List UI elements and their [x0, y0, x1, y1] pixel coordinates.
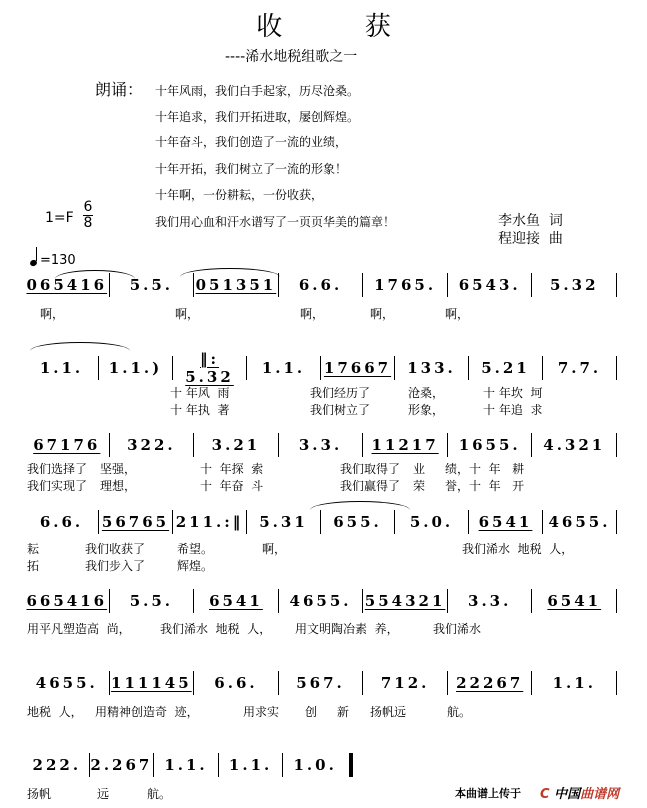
measure: 56765 — [101, 513, 170, 531]
lyric: 希望。 — [177, 542, 214, 556]
measure: 6541 — [209, 592, 263, 610]
lyric: 坚强， — [100, 462, 137, 476]
measure: 322. — [127, 436, 176, 454]
lyric: 扬帆 — [27, 787, 52, 801]
lyric: 新 — [337, 705, 350, 719]
lyric: 用求实 — [243, 705, 280, 719]
measure: 1.1. — [552, 674, 596, 692]
lyric: 扬帆远 — [370, 705, 407, 719]
measure: 6.6. — [214, 674, 258, 692]
lyric: 形象， — [408, 403, 445, 417]
lyric: 地税 人， — [27, 705, 83, 719]
staff-line — [25, 273, 617, 297]
lyric: 啊， — [445, 307, 470, 321]
staff-line — [25, 510, 617, 534]
lyric: 远 — [97, 787, 110, 801]
composer-credit: 程迎接 曲 — [498, 231, 563, 247]
measure: 1.1. — [261, 359, 306, 377]
measure: 5.31 — [259, 513, 308, 531]
song-title: 收 获 — [256, 12, 413, 42]
measure: 4655. — [35, 674, 98, 692]
lyric: 我们步入了 — [85, 559, 146, 573]
lyric: 我们实现了 — [27, 479, 88, 493]
staff-line — [25, 753, 355, 777]
measure: 6.6. — [39, 513, 84, 531]
recitation-line: 我们用心血和汗水谱写了一页页华美的篇章！ — [155, 215, 396, 229]
measure: 11217 — [371, 436, 439, 454]
lyric: 我们浠水 — [433, 622, 482, 636]
lyric: 我们赢得了 — [340, 479, 401, 493]
measure: 1765. — [374, 276, 437, 294]
recitation-line: 十年追求，我们开拓进取，屡创辉煌。 — [155, 110, 360, 124]
lyric: 我们选择了 — [27, 462, 88, 476]
bar-line — [616, 433, 617, 457]
recitation-label: 朗诵： — [95, 80, 144, 99]
measure: 5.32 — [549, 276, 599, 294]
lyric: 十 年探 索 — [200, 462, 264, 476]
measure: 712. — [380, 674, 430, 692]
measure: 6543. — [458, 276, 521, 294]
measure: 1655. — [458, 436, 521, 454]
recitation-line: 十年奋斗，我们创造了一流的业绩， — [155, 135, 348, 149]
measure: 051351 — [195, 276, 277, 294]
lyric: 航。 — [147, 787, 172, 801]
lyric: 拓 — [27, 559, 40, 573]
bar-line — [616, 671, 617, 695]
measure: 222. — [32, 756, 82, 774]
bar-line — [616, 273, 617, 297]
measure: 3.21 — [211, 436, 261, 454]
time-top: 6 — [83, 199, 93, 215]
lyric: 十 年执 著 — [170, 403, 230, 417]
lyric: 十 年坎 坷 — [483, 386, 543, 400]
measure: 3.3. — [298, 436, 343, 454]
measure: 6541 — [478, 513, 533, 531]
lyric: 啊， — [300, 307, 325, 321]
lyric: 耘 — [27, 542, 40, 556]
lyric: 用平凡塑造高 尚， — [27, 622, 131, 636]
subtitle: ----浠水地税组歌之一 — [225, 49, 358, 65]
measure: 3.3. — [468, 592, 512, 610]
lyric: 十 年风 雨 — [170, 386, 230, 400]
measure: 1.1. — [39, 359, 84, 377]
upload-note: 本曲谱上传于 — [455, 787, 521, 800]
staff-line — [25, 433, 617, 457]
measure: 22267 — [456, 674, 524, 692]
lyric: 十 年追 求 — [483, 403, 543, 417]
lyric: 我们经历了 — [310, 386, 371, 400]
lyric: 用精神创造奇 迹， — [95, 705, 199, 719]
measure: 17667 — [323, 359, 392, 377]
measure: 655. — [333, 513, 382, 531]
lyric: 辉煌。 — [177, 559, 214, 573]
staff-line — [25, 671, 617, 695]
tempo-marking — [30, 250, 76, 268]
lyric: 创 — [305, 705, 318, 719]
measure: 065416 — [26, 276, 108, 294]
measure: 1.0. — [293, 756, 337, 774]
measure: 5.0. — [409, 513, 454, 531]
measure: 665416 — [26, 592, 108, 610]
lyric: 誉，十 年 开 — [445, 479, 525, 493]
lyric: 航。 — [447, 705, 472, 719]
lyric: 我们浠水 地税 人， — [462, 542, 574, 556]
measure: 567. — [296, 674, 345, 692]
bar-line — [616, 510, 617, 534]
measure: 4655. — [548, 513, 611, 531]
lyric: 荣 — [413, 479, 426, 493]
measure: 4.321 — [543, 436, 606, 454]
lyric: 沧桑， — [408, 386, 445, 400]
measure: 2.267 — [90, 756, 153, 774]
measure: 554321 — [364, 592, 446, 610]
recitation-line: 十年开拓，我们树立了一流的形象！ — [155, 162, 348, 176]
bar-line — [616, 356, 617, 380]
lyric: 我们树立了 — [310, 403, 371, 417]
time-signature — [83, 200, 93, 231]
measure: 111145 — [111, 674, 192, 692]
lyric: 我们取得了 — [340, 462, 401, 476]
lyric: 啊， — [262, 542, 287, 556]
measure: 1.1. — [164, 756, 208, 774]
measure: 5.5. — [129, 592, 174, 610]
staff-line — [25, 589, 617, 613]
measure: 5.21 — [481, 359, 530, 377]
key-signature: 1=F — [45, 210, 74, 226]
lyric: 我们收获了 — [85, 542, 146, 556]
measure: 7.7. — [557, 359, 602, 377]
lyric: 我们浠水 地税 人， — [160, 622, 272, 636]
lyric: 绩，十 年 耕 — [445, 462, 525, 476]
measure: 211.:‖ — [175, 513, 244, 531]
measure: ‖: 5.32 — [185, 350, 234, 386]
bar-line — [349, 753, 353, 777]
lyric: 啊， — [40, 307, 65, 321]
recitation-line: 十年风雨，我们白手起家，历尽沧桑。 — [155, 84, 360, 98]
measure: 133. — [407, 359, 456, 377]
lyric: 用文明陶冶素 养， — [295, 622, 399, 636]
measure: 1.1.) — [108, 359, 163, 377]
measure: 1.1. — [228, 756, 273, 774]
lyric: 十 年奋 斗 — [200, 479, 264, 493]
lyricist-credit: 李水鱼 词 — [498, 213, 563, 229]
site-logo: C 中国曲谱网 — [540, 787, 620, 802]
recitation-line: 十年啊，一份耕耘，一份收获， — [155, 188, 324, 202]
measure: 5.5. — [129, 276, 174, 294]
measure: 67176 — [33, 436, 101, 454]
time-bottom: 8 — [83, 215, 93, 231]
measure: 6541 — [547, 592, 602, 610]
measure: 4655. — [289, 592, 352, 610]
lyric: 业 — [413, 462, 426, 476]
measure: 6.6. — [298, 276, 343, 294]
lyric: 啊， — [370, 307, 395, 321]
lyric: 理想， — [100, 479, 137, 493]
bar-line — [616, 589, 617, 613]
lyric: 啊， — [175, 307, 200, 321]
staff-line — [25, 350, 617, 386]
tempo-value: =130 — [40, 253, 76, 268]
